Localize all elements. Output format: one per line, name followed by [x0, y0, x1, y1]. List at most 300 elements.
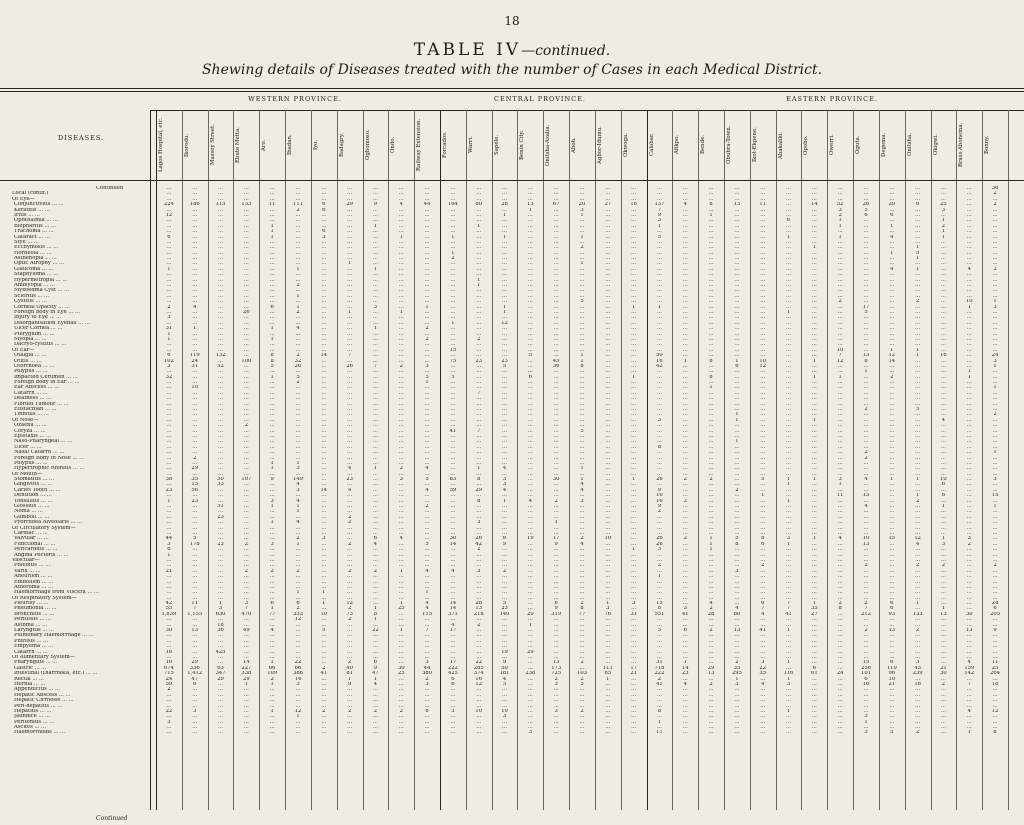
table-cell: ... [966, 466, 972, 472]
table-cell: ... [192, 595, 198, 601]
table-cell: ... [502, 380, 507, 386]
disease-label: Polypus ... ... [14, 460, 48, 466]
table-cell: ... [811, 283, 817, 289]
table-cell: ... [786, 687, 791, 693]
table-cell: ... [889, 574, 895, 580]
table-cell: ... [398, 714, 404, 720]
table-cell: ... [966, 417, 972, 423]
table-cell: ... [295, 299, 301, 305]
table-cell: ... [940, 444, 946, 450]
table-cell: ... [889, 342, 895, 348]
table-cell: ... [966, 342, 972, 348]
table-cell: ... [889, 622, 895, 628]
table-cell: 27 [811, 611, 818, 617]
table-cell: ... [682, 725, 688, 731]
table-cell: ... [992, 617, 998, 623]
table-cell: ... [476, 272, 482, 278]
table-cell: ... [269, 725, 275, 731]
table-cell: ... [605, 417, 611, 423]
table-cell: ... [527, 239, 533, 245]
table-cell: 1 [373, 466, 378, 472]
table-cell: ... [992, 649, 998, 655]
table-cell: ... [811, 584, 817, 590]
table-cell: ... [295, 336, 301, 342]
table-cell: ... [553, 487, 559, 493]
table-cell: 1 [993, 299, 997, 305]
table-cell: ... [940, 601, 946, 607]
table-cell: ... [424, 428, 430, 434]
table-cell: 1 [709, 385, 713, 391]
table-cell: 1 [915, 266, 920, 272]
table-cell: 1 [838, 374, 842, 380]
table-cell: ... [889, 638, 895, 644]
table-cell: ... [398, 331, 404, 337]
table-cell: ... [940, 336, 946, 342]
table-cell: ... [863, 531, 869, 536]
table-cell: 8 [657, 606, 662, 612]
table-cell: ... [682, 466, 688, 472]
table-cell: ... [347, 633, 353, 639]
table-cell: 7 [786, 601, 791, 607]
table-cell: 1 [373, 676, 378, 682]
table-cell: ... [915, 466, 921, 472]
disease-label: Foreign body in Ear ... ... [14, 380, 80, 386]
column-header: Ondo. [390, 136, 397, 154]
table-cell: ... [476, 687, 482, 693]
table-cell: ... [502, 239, 507, 245]
table-cell: 2 [347, 660, 352, 666]
table-cell: ... [940, 622, 946, 628]
table-cell: ... [398, 380, 404, 386]
table-cell: ... [682, 191, 688, 197]
table-cell: 4 [735, 606, 739, 612]
table-cell: ... [992, 401, 998, 407]
table-cell: ... [243, 412, 249, 418]
table-cell: ... [424, 412, 430, 418]
table-cell: ... [269, 450, 275, 456]
table-cell: ... [527, 331, 533, 337]
table-cell: 1 [399, 568, 403, 574]
table-cell: 159 [964, 665, 975, 671]
table-cell: ... [218, 223, 223, 229]
table-cell: ... [605, 644, 611, 650]
table-cell: ... [682, 509, 688, 515]
table-cell: ... [321, 730, 327, 736]
table-cell: 3 [270, 498, 274, 504]
table-cell: ... [760, 234, 766, 240]
table-cell: ... [605, 698, 611, 704]
table-cell: ... [347, 574, 353, 580]
table-cell: ... [269, 401, 275, 407]
table-cell: ... [579, 196, 585, 202]
region-underline [150, 110, 1024, 111]
table-cell: ... [605, 428, 611, 434]
table-cell: ... [192, 698, 198, 704]
table-cell: 2 [373, 568, 378, 574]
table-cell: ... [837, 633, 843, 639]
table-cell: ... [940, 714, 946, 720]
table-cell: 5 [580, 428, 584, 434]
table-cell: ... [734, 725, 740, 731]
table-cell: ... [166, 644, 172, 650]
table-cell: ... [502, 703, 507, 709]
table-cell: ... [372, 347, 378, 353]
table-cell: ... [372, 283, 378, 289]
table-cell: 2 [554, 676, 558, 682]
table-cell: ... [837, 595, 843, 601]
table-cell: 3 [167, 315, 171, 321]
table-cell: ... [424, 320, 430, 326]
table-cell: ... [631, 638, 637, 644]
table-cell: ... [192, 212, 198, 218]
table-cell: ... [295, 239, 301, 245]
table-cell: ... [682, 239, 688, 245]
table-cell: ... [372, 277, 378, 283]
table-cell: ... [966, 320, 972, 326]
table-cell: ... [398, 191, 404, 197]
table-cell: ... [295, 725, 301, 731]
table-cell: ... [295, 698, 301, 704]
table-cell: ... [398, 304, 404, 310]
table-cell: ... [476, 326, 482, 332]
table-cell: ... [734, 347, 740, 353]
disease-label: Hypertrophic Rhinitis ... ... [14, 466, 85, 472]
table-cell: ... [269, 277, 275, 283]
disease-label: Foreign body in Eye ... ... [14, 309, 80, 315]
table-cell: ... [631, 401, 637, 407]
table-cell: 11 [759, 202, 767, 208]
table-cell: ... [682, 450, 688, 456]
table-cell: ... [579, 293, 585, 299]
table-cell: ... [786, 525, 791, 531]
table-cell: 5 [425, 374, 429, 380]
table-cell: ... [863, 223, 869, 229]
table-cell: ... [734, 385, 740, 391]
table-cell: ... [786, 433, 791, 439]
table-cell: ... [837, 622, 843, 628]
table-cell: 1 [451, 234, 455, 240]
table-cell: ... [218, 563, 223, 569]
table-cell: ... [734, 407, 740, 413]
table-cell: 1 [322, 601, 326, 607]
table-cell: ... [192, 293, 198, 299]
table-cell: ... [631, 299, 637, 305]
table-cell: ... [863, 590, 869, 596]
table-cell: ... [811, 692, 817, 698]
table-cell: ... [811, 342, 817, 348]
table-cell: ... [734, 654, 740, 660]
table-cell: ... [708, 466, 714, 472]
table-cell: ... [579, 574, 585, 580]
table-cell: ... [786, 633, 791, 639]
table-cell: ... [631, 654, 637, 660]
table-cell: 42 [656, 363, 663, 369]
table-cell: ... [166, 396, 172, 402]
table-cell: ... [295, 628, 301, 634]
table-cell: ... [605, 380, 611, 386]
table-cell: ... [450, 509, 456, 515]
table-cell: 3 [167, 719, 171, 725]
table-cell: ... [734, 584, 740, 590]
table-cell: ... [811, 719, 817, 725]
table-cell: ... [372, 218, 378, 224]
table-cell: 178 [189, 541, 200, 547]
table-cell: ... [502, 369, 507, 375]
table-cell: ... [863, 428, 869, 434]
table-cell: 1 [270, 520, 274, 526]
table-cell: 1 [812, 374, 817, 380]
table-cell: 1 [915, 256, 920, 262]
table-cell: ... [682, 676, 688, 682]
table-cell: ... [398, 347, 404, 353]
table-cell: ... [631, 584, 637, 590]
table-cell: ... [708, 498, 714, 504]
table-cell: 13 [862, 353, 870, 359]
table-cell: ... [915, 606, 921, 612]
table-cell: 1 [812, 245, 817, 251]
table-cell: 47 [191, 676, 199, 682]
table-cell: 22 [372, 628, 379, 634]
table-cell: 1 [270, 466, 274, 472]
table-cell: ... [321, 272, 327, 278]
table-cell: ... [786, 568, 791, 574]
table-cell: ... [992, 714, 998, 720]
table-cell: 25 [397, 671, 405, 677]
table-cell: ... [682, 638, 688, 644]
table-cell: ... [734, 719, 740, 725]
table-cell: ... [166, 320, 172, 326]
table-cell: ... [321, 466, 327, 472]
table-cell: ... [243, 579, 249, 585]
table-cell: ... [579, 380, 585, 386]
table-cell: ... [734, 498, 740, 504]
column-header: Onitsha. [906, 133, 913, 157]
table-cell: 1 [399, 234, 403, 240]
table-cell: ... [837, 245, 843, 251]
table-cell: ... [527, 455, 533, 461]
table-cell: ... [631, 541, 637, 547]
table-cell: 8 [270, 353, 274, 359]
table-cell: ... [734, 299, 740, 305]
table-cell: ... [450, 401, 456, 407]
table-cell: 132 [215, 353, 226, 359]
table-cell: ... [605, 207, 611, 213]
table-cell: ... [450, 719, 456, 725]
table-cell: 23 [681, 671, 689, 677]
table-cell: ... [786, 390, 791, 396]
table-cell: ... [347, 196, 353, 202]
table-cell: ... [347, 401, 353, 407]
table-cell: ... [708, 514, 714, 520]
table-cell: 2 [580, 245, 584, 251]
table-cell: ... [372, 439, 378, 445]
table-cell: ... [915, 223, 921, 229]
table-cell: ... [579, 563, 585, 569]
table-cell: 2 [657, 509, 662, 515]
table-cell: ... [760, 191, 766, 197]
table-cell: ... [192, 223, 198, 229]
table-cell: ... [502, 390, 507, 396]
table-cell: ... [295, 288, 301, 294]
table-cell: ... [424, 309, 430, 315]
table-cell: 76 [604, 611, 612, 617]
table-cell: ... [760, 644, 766, 650]
table-cell: ... [605, 223, 611, 229]
table-cell: ... [966, 288, 972, 294]
table-cell: 6 [890, 606, 894, 612]
table-cell: ... [992, 579, 998, 585]
table-cell: ... [424, 617, 430, 623]
table-cell: ... [605, 687, 611, 693]
table-cell: ... [218, 536, 223, 542]
table-cell: ... [992, 487, 998, 493]
table-cell: 2 [580, 601, 584, 607]
table-cell: ... [786, 455, 791, 461]
table-cell: ... [656, 590, 662, 596]
table-cell: ... [166, 299, 172, 305]
table-cell: 9 [373, 202, 378, 208]
table-cell: ... [218, 579, 223, 585]
table-cell: ... [605, 547, 611, 553]
table-cell: ... [837, 466, 843, 472]
table-cell: ... [450, 455, 456, 461]
table-cell: ... [605, 266, 611, 272]
table-cell: 2 [838, 601, 842, 607]
table-cell: ... [579, 644, 585, 650]
table-cell: 10 [191, 385, 199, 391]
table-cell: ... [708, 531, 714, 536]
table-cell: ... [166, 218, 172, 224]
table-cell: ... [966, 331, 972, 337]
table-cell: ... [192, 590, 198, 596]
table-cell: ... [347, 250, 353, 256]
table-cell: ... [243, 218, 249, 224]
table-cell: 3 [322, 234, 326, 240]
table-cell: 45 [552, 358, 560, 364]
table-cell: ... [605, 563, 611, 569]
table-cell: 8 [838, 606, 842, 612]
table-cell: ... [760, 676, 766, 682]
table-cell: ... [527, 320, 533, 326]
table-cell: ... [424, 514, 430, 520]
table-cell: ... [863, 261, 869, 267]
table-cell: ... [656, 460, 662, 466]
table-cell: ... [631, 239, 637, 245]
table-cell: ... [605, 455, 611, 461]
table-cell: ... [476, 347, 482, 353]
table-cell: ... [424, 439, 430, 445]
table-cell: 3 [270, 541, 274, 547]
table-cell: ... [915, 320, 921, 326]
table-cell: ... [269, 218, 275, 224]
table-cell: 55 [165, 606, 173, 612]
table-cell: ... [992, 342, 998, 348]
table-cell: 119 [189, 353, 200, 359]
table-cell: ... [915, 692, 921, 698]
table-cell: ... [527, 266, 533, 272]
table-cell: ... [760, 272, 766, 278]
table-cell: ... [372, 385, 378, 391]
table-cell: 1 [296, 590, 300, 596]
table-cell: ... [734, 293, 740, 299]
table-cell: ... [218, 687, 223, 693]
table-cell: ... [708, 207, 714, 213]
table-cell: ... [966, 579, 972, 585]
table-cell: ... [372, 272, 378, 278]
table-cell: ... [372, 299, 378, 305]
table-cell: ... [372, 245, 378, 251]
table-cell: ... [166, 309, 172, 315]
table-cell: ... [889, 520, 895, 526]
table-cell: ... [656, 331, 662, 337]
table-cell: ... [760, 326, 766, 332]
table-cell: ... [966, 380, 972, 386]
table-cell: 111 [602, 665, 613, 671]
table-cell: ... [708, 380, 714, 386]
table-cell: ... [760, 423, 766, 429]
table-cell: ... [295, 493, 301, 499]
table-cell: ... [915, 342, 921, 348]
table-cell: 22 [475, 660, 483, 666]
table-cell: ... [708, 412, 714, 418]
table-cell: ... [527, 444, 533, 450]
table-cell: ... [786, 250, 791, 256]
table-cell: ... [166, 283, 172, 289]
table-cell: ... [398, 277, 404, 283]
table-cell: ... [811, 320, 817, 326]
table-cell: ... [708, 520, 714, 526]
table-cell: ... [966, 196, 972, 202]
table-cell: ... [966, 412, 972, 418]
table-cell: 1 [838, 218, 842, 224]
table-cell: ... [192, 396, 198, 402]
disease-label: Blepharitis ... ... [14, 223, 57, 229]
table-cell: 14 [449, 601, 457, 607]
table-cell: ... [243, 369, 249, 375]
table-cell: ... [218, 552, 223, 558]
table-cell: ... [734, 708, 740, 714]
table-cell: ... [760, 708, 766, 714]
table-cell: ... [760, 417, 766, 423]
table-cell: ... [398, 638, 404, 644]
table-cell: ... [889, 428, 895, 434]
table-cell: ... [708, 574, 714, 580]
disease-label: Of Eye— [12, 196, 35, 202]
table-cell: 2 [993, 191, 997, 197]
table-cell: ... [450, 692, 456, 698]
table-cell: ... [527, 460, 533, 466]
table-cell: 1 [915, 353, 920, 359]
table-cell: ... [218, 417, 223, 423]
disease-label: Scleritis ... ... [14, 293, 49, 299]
table-cell: ... [218, 525, 223, 531]
table-cell: ... [605, 439, 611, 445]
table-cell: ... [631, 439, 637, 445]
table-cell: ... [192, 266, 198, 272]
table-cell: 9 [270, 477, 274, 483]
table-cell: ... [656, 239, 662, 245]
table-cell: ... [915, 390, 921, 396]
table-cell: 30 [552, 477, 560, 483]
table-cell: 110 [886, 665, 897, 671]
table-cell: 4 [761, 611, 765, 617]
table-cell: ... [708, 633, 714, 639]
table-cell: ... [398, 256, 404, 262]
column-header: Okwoga. [622, 133, 629, 157]
table-cell: 2 [915, 730, 920, 736]
table-cell: ... [811, 466, 817, 472]
table-cell: 1 [812, 417, 817, 423]
